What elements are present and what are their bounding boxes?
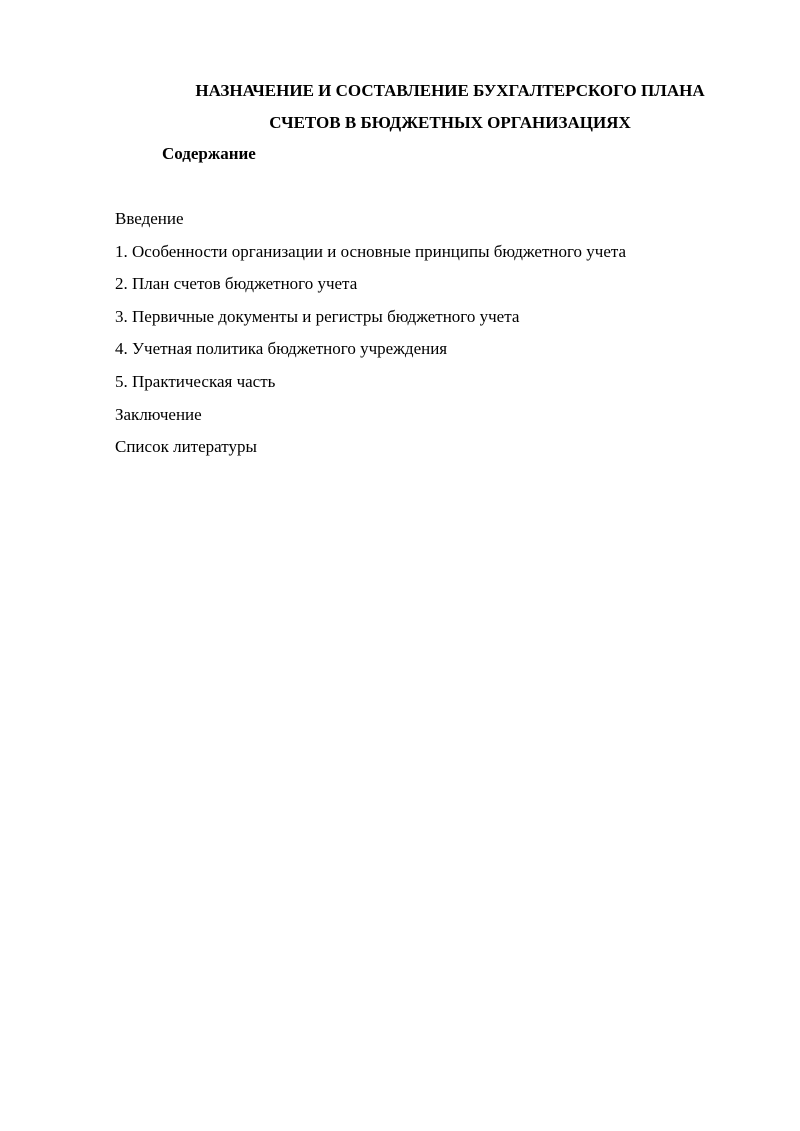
toc-item-references: Список литературы (115, 437, 257, 457)
toc-item-conclusion: Заключение (115, 404, 202, 424)
document-title (115, 75, 785, 139)
toc-item-3: 3. Первичные документы и регистры бюджетного учета (115, 306, 520, 326)
toc-item-2: 2. План счетов бюджетного учета (115, 274, 358, 294)
table-of-contents (115, 203, 626, 464)
title-line-2: СЧЕТОВ В БЮДЖЕТНЫХ ОРГАНИЗАЦИЯХ (269, 113, 631, 132)
toc-item-5: 5. Практическая часть (115, 371, 276, 391)
title-line-1: НАЗНАЧЕНИЕ И СОСТАВЛЕНИЕ БУХГАЛТЕРСКОГО ПЛАНА (195, 81, 705, 100)
toc-item-introduction: Введение (115, 209, 184, 228)
toc-item-1: 1. Особенности организации и основные принципы бюджетного учета (115, 241, 627, 261)
contents-heading: Содержание (162, 144, 256, 163)
toc-item-4: 4. Учетная политика бюджетного учреждения (115, 339, 448, 359)
